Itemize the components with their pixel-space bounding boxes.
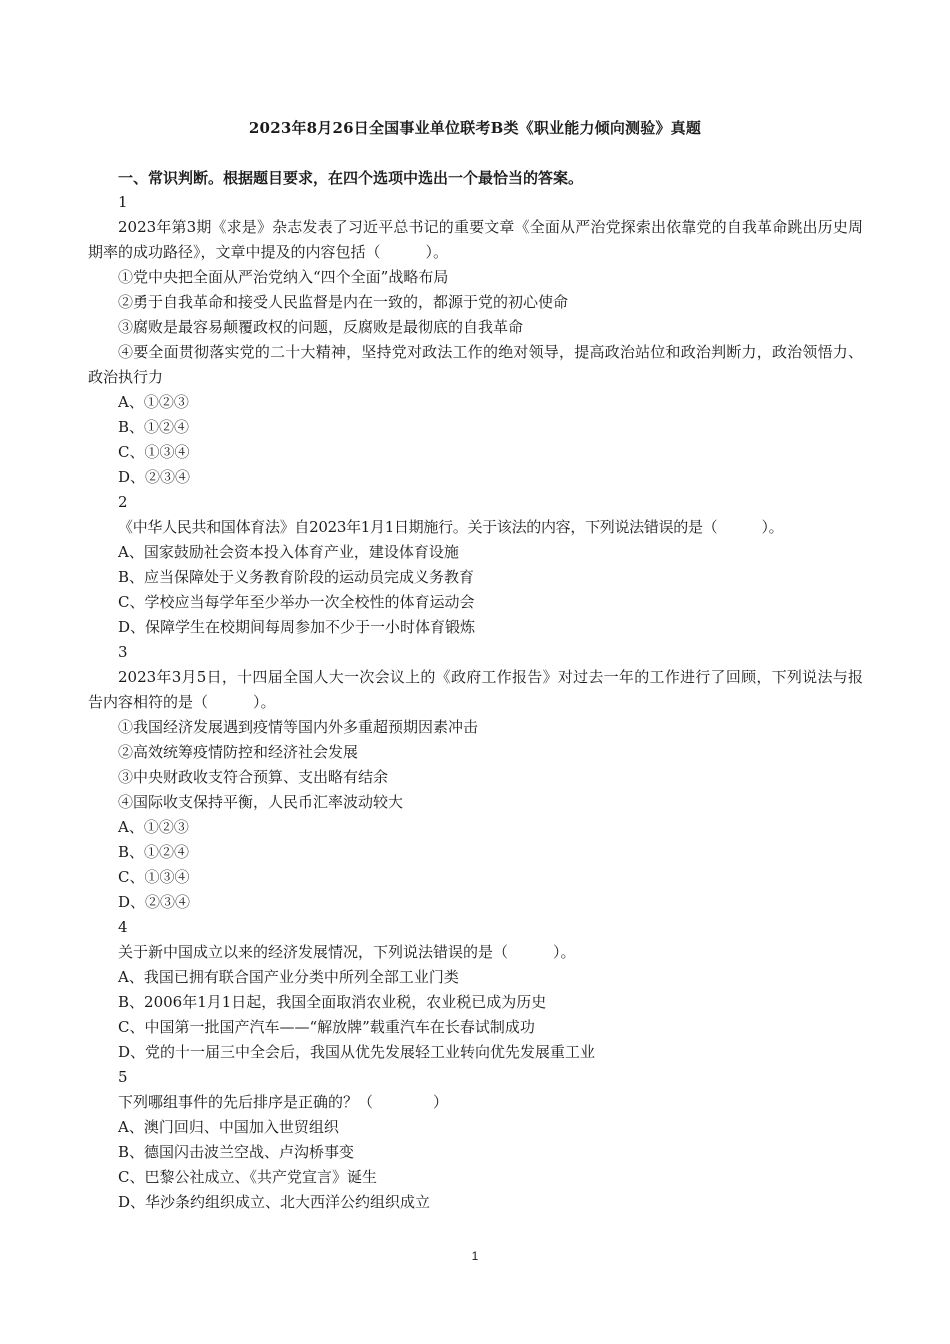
answer-option: D、党的十一届三中全会后，我国从优先发展轻工业转向优先发展重工业	[118, 1043, 596, 1061]
answer-option: C、学校应当每学年至少举办一次全校性的体育运动会	[118, 593, 475, 611]
answer-option: B、①②④	[118, 418, 190, 436]
answer-option: A、国家鼓励社会资本投入体育产业，建设体育设施	[118, 543, 459, 561]
question-stem: 2023年第3期《求是》杂志发表了习近平总书记的重要文章《全面从严治党探索出依靠党的自我革命跳出历史周期率的成功路径》，文章中提及的内容包括（ ）。	[88, 218, 863, 261]
statement: ①我国经济发展遇到疫情等国内外多重超预期因素冲击	[118, 718, 479, 736]
answer-option: B、德国闪击波兰空战、卢沟桥事变	[118, 1143, 355, 1161]
statement: ②勇于自我革命和接受人民监督是内在一致的，都源于党的初心使命	[118, 293, 569, 311]
question-number: 5	[118, 1068, 128, 1086]
question-stem: 关于新中国成立以来的经济发展情况，下列说法错误的是（ ）。	[118, 943, 576, 961]
question-stem: 《中华人民共和国体育法》自2023年1月1日期施行。关于该法的内容，下列说法错误的是（ ）。	[118, 518, 784, 536]
answer-option: C、①③④	[118, 443, 190, 461]
answer-option: C、①③④	[118, 868, 190, 886]
answer-option: A、①②③	[118, 393, 189, 411]
question-stem: 2023年3月5日，十四届全国人大一次会议上的《政府工作报告》对过去一年的工作进行了回顾，下列说法与报告内容相符的是（ ）。	[88, 668, 863, 711]
answer-option: A、①②③	[118, 818, 189, 836]
statement: ①党中央把全面从严治党纳入“四个全面”战略布局	[118, 268, 449, 286]
statement: ③腐败是最容易颠覆政权的问题，反腐败是最彻底的自我革命	[118, 318, 524, 336]
question-number: 3	[118, 643, 128, 661]
answer-option: D、②③④	[118, 468, 191, 486]
answer-option: B、①②④	[118, 843, 190, 861]
document-title: 2023年8月26日全国事业单位联考B类《职业能力倾向测验》真题	[248, 119, 702, 137]
question-number: 2	[118, 493, 128, 511]
statement: ②高效统筹疫情防控和经济社会发展	[118, 743, 359, 761]
statement: ④要全面贯彻落实党的二十大精神，坚持党对政法工作的绝对领导，提高政治站位和政治判断力，政治领悟力、政治执行力	[88, 343, 863, 386]
statement: ④国际收支保持平衡，人民币汇率波动较大	[118, 793, 404, 811]
question-stem: 下列哪组事件的先后排序是正确的？（ ）	[118, 1093, 449, 1111]
statement: ③中央财政收支符合预算、支出略有结余	[118, 768, 389, 786]
section-heading: 一、常识判断。根据题目要求，在四个选项中选出一个最恰当的答案。	[118, 169, 584, 187]
question-number: 4	[118, 918, 128, 936]
answer-option: B、应当保障处于义务教育阶段的运动员完成义务教育	[118, 568, 475, 586]
question-list	[88, 190, 863, 1215]
answer-option: C、中国第一批国产汽车——“解放牌”载重汽车在长春试制成功	[118, 1018, 535, 1036]
answer-option: A、澳门回归、中国加入世贸组织	[118, 1118, 339, 1136]
question-number: 1	[118, 193, 128, 211]
answer-option: B、2006年1月1日起，我国全面取消农业税，农业税已成为历史	[118, 993, 547, 1011]
answer-option: D、②③④	[118, 893, 191, 911]
answer-option: A、我国已拥有联合国产业分类中所列全部工业门类	[118, 968, 459, 986]
answer-option: C、巴黎公社成立、《共产党宣言》诞生	[118, 1168, 377, 1186]
answer-option: D、华沙条约组织成立、北大西洋公约组织成立	[118, 1193, 431, 1211]
page-number: 1	[471, 1249, 479, 1263]
answer-option: D、保障学生在校期间每周参加不少于一小时体育锻炼	[118, 618, 476, 636]
